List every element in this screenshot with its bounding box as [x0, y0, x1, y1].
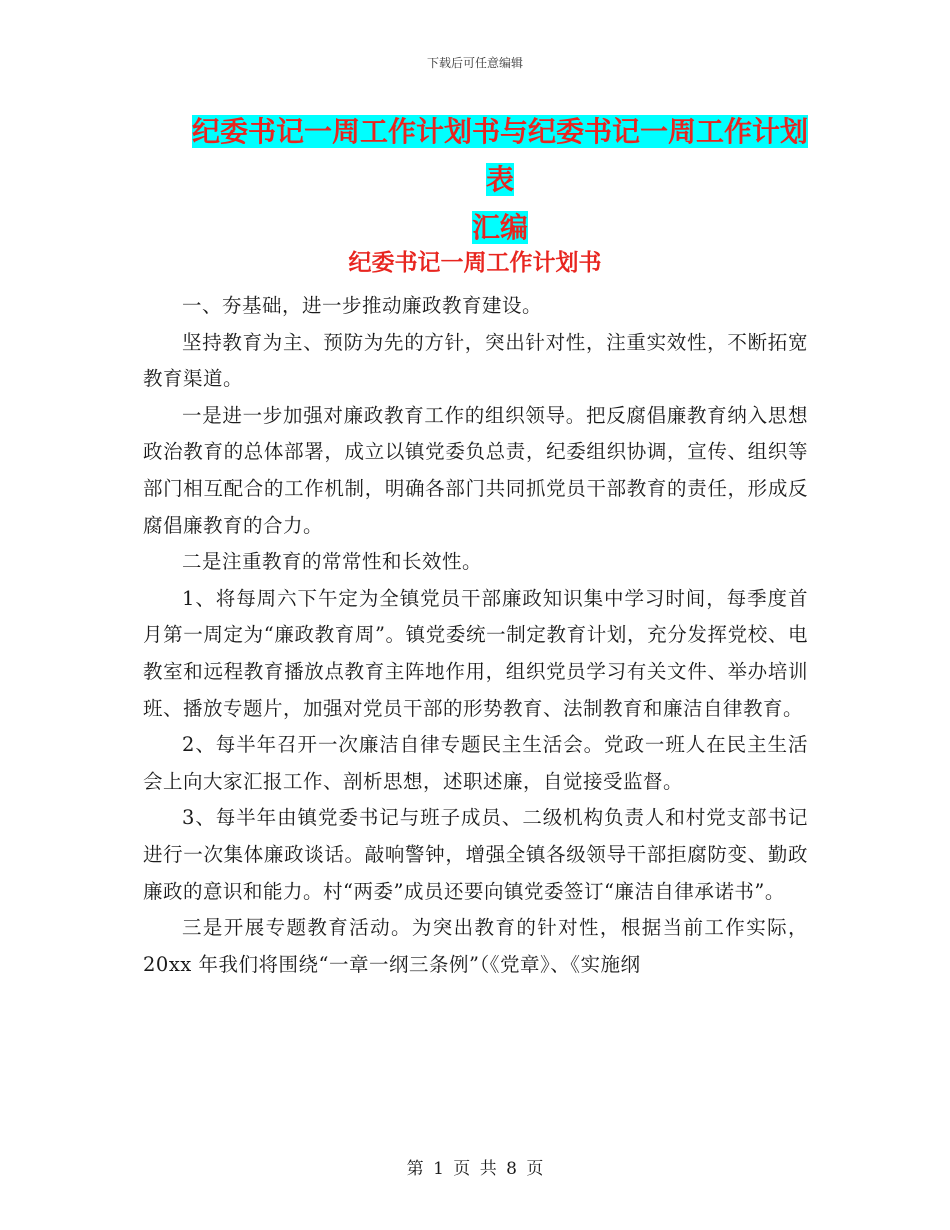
- page-number: 第 1 页 共 8 页: [406, 1159, 544, 1179]
- paragraph: 3、每半年由镇党委书记与班子成员、二级机构负责人和村党支部书记进行一次集体廉政谈话。敲响警钟，增强全镇各级领导干部拒腐防变、勤政廉政的意识和能力。村“两委”成员还要向镇党委签订“廉洁自律承诺书”。: [143, 806, 808, 903]
- paragraph: 1、将每周六下午定为全镇党员干部廉政知识集中学习时间，每季度首月第一周定为“廉政教育周”。镇党委统一制定教育计划，充分发挥党校、电教室和远程教育播放点教育主阵地作用，组织党员学习有关文件、举办培训班、播放专题片，加强对党员干部的形势教育、法制教育和廉洁自律教育。: [143, 586, 808, 720]
- paragraph: 坚持教育为主、预防为先的方针，突出针对性，注重实效性，不断拓宽教育渠道。: [143, 330, 808, 391]
- document-body: [143, 288, 808, 983]
- document-title: [180, 108, 820, 252]
- paragraph: 二是注重教育的常常性和长效性。: [182, 550, 483, 574]
- document-title-line-1: 纪委书记一周工作计划书与纪委书记一周工作计划表: [191, 115, 808, 196]
- section-title: 纪委书记一周工作计划书: [348, 250, 602, 276]
- paragraph: 一是进一步加强对廉政教育工作的组织领导。把反腐倡廉教育纳入思想政治教育的总体部署，成立以镇党委负总责，纪委组织协调，宣传、组织等部门相互配合的工作机制，明确各部门共同抓党员干部教育的责任，形成反腐倡廉教育的合力。: [143, 403, 808, 537]
- header-note: 下载后可任意编辑: [426, 56, 523, 70]
- document-title-line-2: 汇编: [471, 211, 528, 244]
- paragraph: 2、每半年召开一次廉洁自律专题民主生活会。党政一班人在民主生活会上向大家汇报工作、剖析思想，述职述廉，自觉接受监督。: [143, 733, 808, 793]
- paragraph: 一、夯基础，进一步推动廉政教育建设。: [182, 294, 543, 317]
- paragraph: 三是开展专题教育活动。为突出教育的针对性，根据当前工作实际， 20xx 年我们将围绕“一章一纲三条例”（《党章》、《实施纲: [143, 916, 808, 976]
